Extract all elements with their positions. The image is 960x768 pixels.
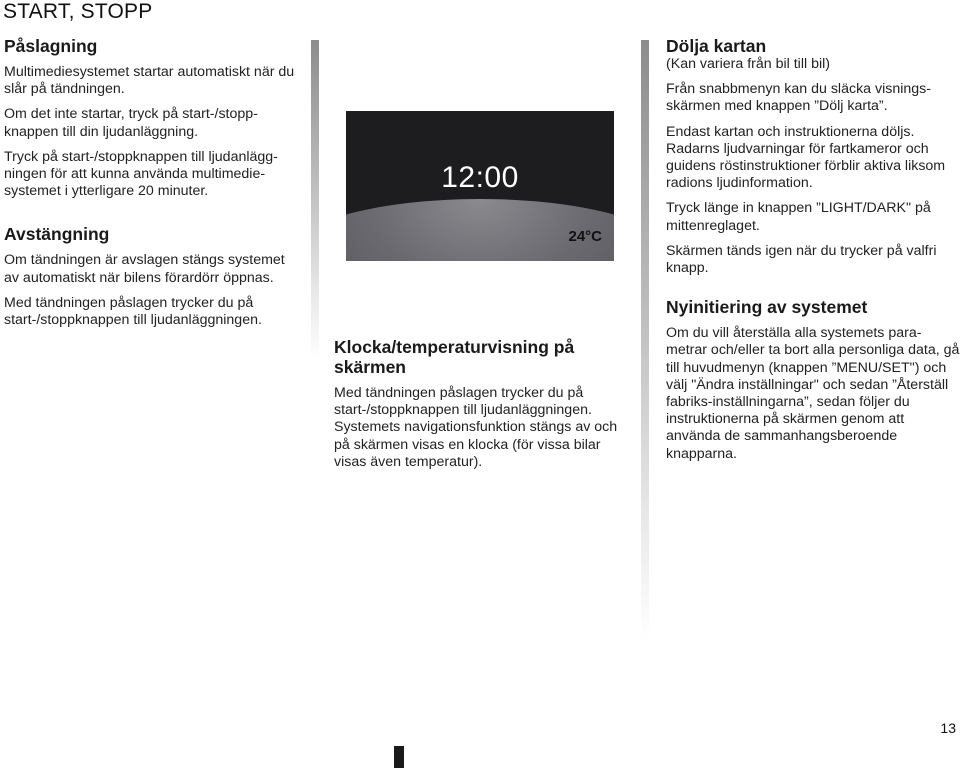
page-title: START, STOPP: [3, 0, 153, 23]
paragraph: Tryck på start-/stoppknappen till ljudanlägg-ningen för att kunna använda multimedie-systemet i ytterligare 20 minuter.: [4, 148, 278, 200]
heading-paslagning: Påslagning: [4, 36, 98, 56]
paragraph: Multimediesystemet startar automatiskt när du slår på tändningen.: [4, 64, 295, 98]
clock-screen-illustration: [346, 111, 614, 261]
clock-display: 12:00: [441, 161, 519, 194]
column-divider: [311, 40, 319, 360]
column-left: [4, 36, 300, 329]
paragraph: Skärmen tänds igen när du trycker på valfri knapp.: [666, 242, 937, 277]
heading-avstangning: Avstängning: [4, 224, 110, 245]
subtitle: (Kan variera från bil till bil): [666, 56, 831, 72]
paragraph: Om du vill återställa alla systemets para-metrar och/eller ta bort alla personliga data, gå till huvudmenyn (knappen ”MENU/SET") och välj "Ändra inställningar" och sedan ”Återställ fabriks-inställningarna”, sedan följer du instruktionerna på skärmen genom att använda de sammanhangsberoende knapparna.: [666, 325, 960, 462]
paragraph: Endast kartan och instruktionerna döljs. Radarns ljudvarningar för fartkameror och guidens röstinstruktioner förblir aktiva liksom radions ljudinformation.: [666, 123, 946, 192]
heading-dolja-kartan: Dölja kartan: [666, 36, 767, 56]
paragraph: Om tändningen är avslagen stängs systemet av automatiskt när bilens förardörr öppnas.: [4, 252, 285, 286]
footer-marker: [394, 746, 404, 768]
page-number: 13: [940, 720, 956, 736]
paragraph: Om det inte startar, tryck på start-/stopp-knappen till din ljudanläggning.: [4, 106, 258, 140]
heading-nyinitiering: Nyinitiering av systemet: [666, 297, 868, 318]
temperature-display: 24°C: [568, 228, 602, 245]
heading-klocka: Klocka/temperaturvisning på skärmen: [334, 337, 575, 377]
column-right: [666, 36, 960, 463]
paragraph: Från snabbmenyn kan du släcka visnings-skärmen med knappen ”Dölj karta”.: [666, 81, 931, 115]
column-divider: [641, 40, 649, 640]
column-middle: [334, 337, 630, 471]
paragraph: Tryck länge in knappen ”LIGHT/DARK" på mittenreglaget.: [666, 200, 931, 234]
paragraph: Med tändningen påslagen trycker du på start-/stoppknappen till ljudanläggningen.: [4, 294, 262, 329]
paragraph: Med tändningen påslagen trycker du på start-/stoppknappen till ljudanläggningen. Systemets navigationsfunktion stängs av och på skärmen visas en klocka (för vissa bilar visas även temperatur).: [334, 385, 618, 470]
